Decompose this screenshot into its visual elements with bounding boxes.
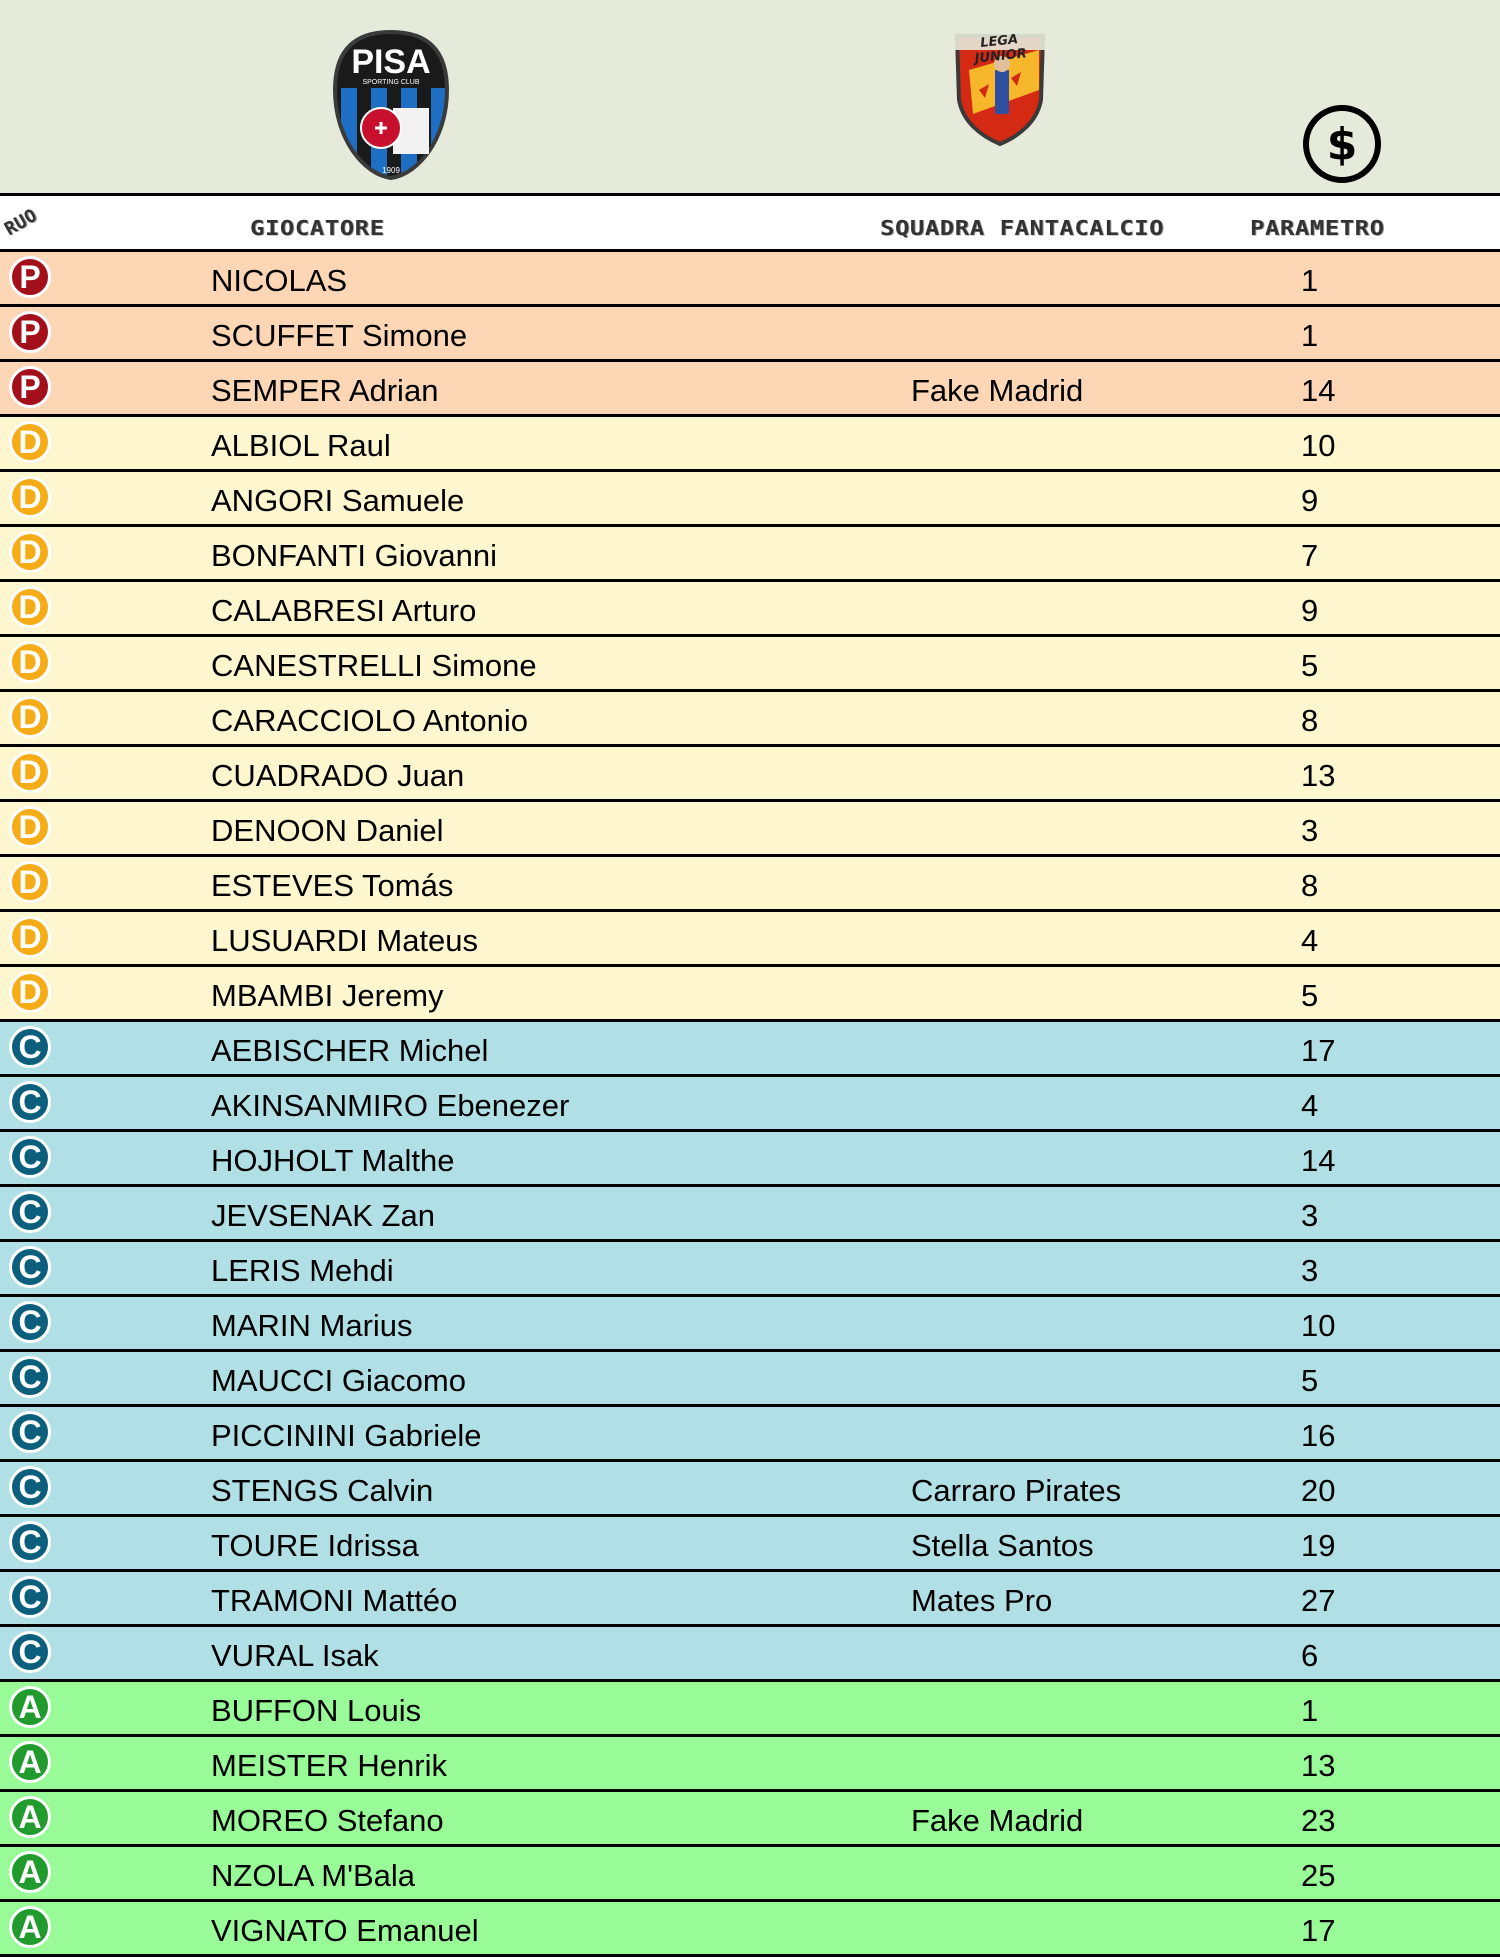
player-parameter: 4 xyxy=(1301,923,1319,958)
fantasy-team: Fake Madrid xyxy=(911,1803,1084,1838)
role-badge: P xyxy=(9,256,51,298)
table-row xyxy=(0,1792,1500,1847)
fantasy-team: Mates Pro xyxy=(911,1583,1053,1618)
svg-text:SPORTING CLUB: SPORTING CLUB xyxy=(362,79,420,86)
table-row xyxy=(0,1737,1500,1792)
player-parameter: 1 xyxy=(1301,318,1319,353)
table-row xyxy=(0,1847,1500,1902)
role-badge: A xyxy=(9,1851,51,1893)
player-parameter: 17 xyxy=(1301,1913,1336,1948)
player-name: CANESTRELLI Simone xyxy=(211,648,537,683)
player-name: MARIN Marius xyxy=(211,1308,413,1343)
table-row xyxy=(0,527,1500,582)
role-badge: D xyxy=(9,476,51,518)
role-badge: C xyxy=(9,1246,51,1288)
player-parameter: 17 xyxy=(1301,1033,1336,1068)
svg-text:1909: 1909 xyxy=(382,166,400,175)
column-header-player: GIOCATORE xyxy=(250,216,385,240)
role-badge: C xyxy=(9,1411,51,1453)
table-row xyxy=(0,417,1500,472)
player-parameter: 6 xyxy=(1301,1638,1319,1673)
player-parameter: 8 xyxy=(1301,703,1319,738)
role-badge: D xyxy=(9,751,51,793)
role-badge: A xyxy=(9,1906,51,1948)
role-badge: C xyxy=(9,1136,51,1178)
player-name: SEMPER Adrian xyxy=(211,373,439,408)
player-parameter: 19 xyxy=(1301,1528,1336,1563)
player-parameter: 10 xyxy=(1301,1308,1336,1343)
role-badge: C xyxy=(9,1301,51,1343)
player-name: NICOLAS xyxy=(211,263,348,298)
player-name: BUFFON Louis xyxy=(211,1693,422,1728)
player-name: CUADRADO Juan xyxy=(211,758,465,793)
player-name: TRAMONI Mattéo xyxy=(211,1583,458,1618)
player-parameter: 1 xyxy=(1301,1693,1319,1728)
pisa-club-logo xyxy=(329,28,453,182)
player-name: CARACCIOLO Antonio xyxy=(211,703,529,738)
role-badge: C xyxy=(9,1081,51,1123)
column-header-role: RUO xyxy=(1,204,41,241)
lega-logo-text: LEGA JUNIOR xyxy=(974,32,1028,67)
table-row xyxy=(0,802,1500,857)
player-name: MOREO Stefano xyxy=(211,1803,444,1838)
table-row xyxy=(0,967,1500,1022)
fantasy-team: Fake Madrid xyxy=(911,373,1084,408)
role-badge: D xyxy=(9,696,51,738)
player-name: AEBISCHER Michel xyxy=(211,1033,489,1068)
svg-text:PISA: PISA xyxy=(351,43,431,81)
table-row xyxy=(0,912,1500,967)
player-parameter: 9 xyxy=(1301,593,1319,628)
header-banner xyxy=(0,0,1500,196)
player-parameter: 3 xyxy=(1301,813,1319,848)
player-name: PICCININI Gabriele xyxy=(211,1418,482,1453)
table-row xyxy=(0,1022,1500,1077)
column-header-row xyxy=(0,196,1500,252)
role-badge: P xyxy=(9,311,51,353)
column-header-team: SQUADRA FANTACALCIO xyxy=(880,216,1165,240)
player-name: ESTEVES Tomás xyxy=(211,868,454,903)
player-table xyxy=(0,252,1500,1957)
player-name: LERIS Mehdi xyxy=(211,1253,394,1288)
table-row xyxy=(0,1132,1500,1187)
player-name: STENGS Calvin xyxy=(211,1473,434,1508)
player-name: AKINSANMIRO Ebenezer xyxy=(211,1088,570,1123)
table-row xyxy=(0,1627,1500,1682)
player-name: ANGORI Samuele xyxy=(211,483,465,518)
player-parameter: 23 xyxy=(1301,1803,1336,1838)
table-row xyxy=(0,1572,1500,1627)
player-name: ALBIOL Raul xyxy=(211,428,391,463)
role-badge: A xyxy=(9,1686,51,1728)
player-name: TOURE Idrissa xyxy=(211,1528,419,1563)
role-badge: C xyxy=(9,1631,51,1673)
role-badge: C xyxy=(9,1521,51,1563)
role-badge: C xyxy=(9,1576,51,1618)
table-row xyxy=(0,1297,1500,1352)
table-row xyxy=(0,1462,1500,1517)
player-parameter: 14 xyxy=(1301,373,1336,408)
table-row xyxy=(0,252,1500,307)
player-name: MEISTER Henrik xyxy=(211,1748,447,1783)
table-row xyxy=(0,362,1500,417)
fantasy-team: Carraro Pirates xyxy=(911,1473,1122,1508)
player-name: LUSUARDI Mateus xyxy=(211,923,479,958)
player-name: BONFANTI Giovanni xyxy=(211,538,497,573)
column-header-param: PARAMETRO xyxy=(1250,216,1385,240)
player-parameter: 4 xyxy=(1301,1088,1319,1123)
table-row xyxy=(0,747,1500,802)
table-row xyxy=(0,1517,1500,1572)
role-badge: D xyxy=(9,586,51,628)
dollar-circle-icon xyxy=(1301,103,1383,185)
player-parameter: 5 xyxy=(1301,1363,1319,1398)
role-badge: D xyxy=(9,641,51,683)
player-name: MAUCCI Giacomo xyxy=(211,1363,466,1398)
role-badge: C xyxy=(9,1026,51,1068)
player-name: CALABRESI Arturo xyxy=(211,593,477,628)
player-parameter: 9 xyxy=(1301,483,1319,518)
fantasy-team: Stella Santos xyxy=(911,1528,1094,1563)
player-parameter: 10 xyxy=(1301,428,1336,463)
player-parameter: 16 xyxy=(1301,1418,1336,1453)
player-parameter: 1 xyxy=(1301,263,1319,298)
player-name: MBAMBI Jeremy xyxy=(211,978,444,1013)
player-parameter: 7 xyxy=(1301,538,1319,573)
player-parameter: 27 xyxy=(1301,1583,1336,1618)
role-badge: C xyxy=(9,1466,51,1508)
table-row xyxy=(0,637,1500,692)
player-parameter: 3 xyxy=(1301,1198,1319,1233)
player-parameter: 25 xyxy=(1301,1858,1336,1893)
player-name: VIGNATO Emanuel xyxy=(211,1913,479,1948)
role-badge: C xyxy=(9,1191,51,1233)
player-name: JEVSENAK Zan xyxy=(211,1198,435,1233)
role-badge: D xyxy=(9,861,51,903)
role-badge: D xyxy=(9,916,51,958)
svg-text:$: $ xyxy=(1326,119,1358,170)
table-row xyxy=(0,1242,1500,1297)
role-badge: D xyxy=(9,421,51,463)
table-row xyxy=(0,1682,1500,1737)
table-row xyxy=(0,1407,1500,1462)
player-parameter: 13 xyxy=(1301,1748,1336,1783)
table-row xyxy=(0,857,1500,912)
role-badge: D xyxy=(9,806,51,848)
player-name: DENOON Daniel xyxy=(211,813,444,848)
player-parameter: 14 xyxy=(1301,1143,1336,1178)
player-parameter: 8 xyxy=(1301,868,1319,903)
role-badge: D xyxy=(9,971,51,1013)
player-parameter: 5 xyxy=(1301,648,1319,683)
player-parameter: 5 xyxy=(1301,978,1319,1013)
player-name: HOJHOLT Malthe xyxy=(211,1143,455,1178)
role-badge: C xyxy=(9,1356,51,1398)
role-badge: D xyxy=(9,531,51,573)
role-badge: A xyxy=(9,1741,51,1783)
role-badge: P xyxy=(9,366,51,408)
table-row xyxy=(0,472,1500,527)
table-row xyxy=(0,1077,1500,1132)
player-name: VURAL Isak xyxy=(211,1638,379,1673)
table-row xyxy=(0,692,1500,747)
role-badge: A xyxy=(9,1796,51,1838)
player-parameter: 20 xyxy=(1301,1473,1336,1508)
table-row xyxy=(0,582,1500,637)
player-parameter: 3 xyxy=(1301,1253,1319,1288)
player-name: NZOLA M'Bala xyxy=(211,1858,416,1893)
player-parameter: 13 xyxy=(1301,758,1336,793)
table-row xyxy=(0,1902,1500,1957)
table-row xyxy=(0,1352,1500,1407)
table-row xyxy=(0,307,1500,362)
player-name: SCUFFET Simone xyxy=(211,318,468,353)
table-row xyxy=(0,1187,1500,1242)
